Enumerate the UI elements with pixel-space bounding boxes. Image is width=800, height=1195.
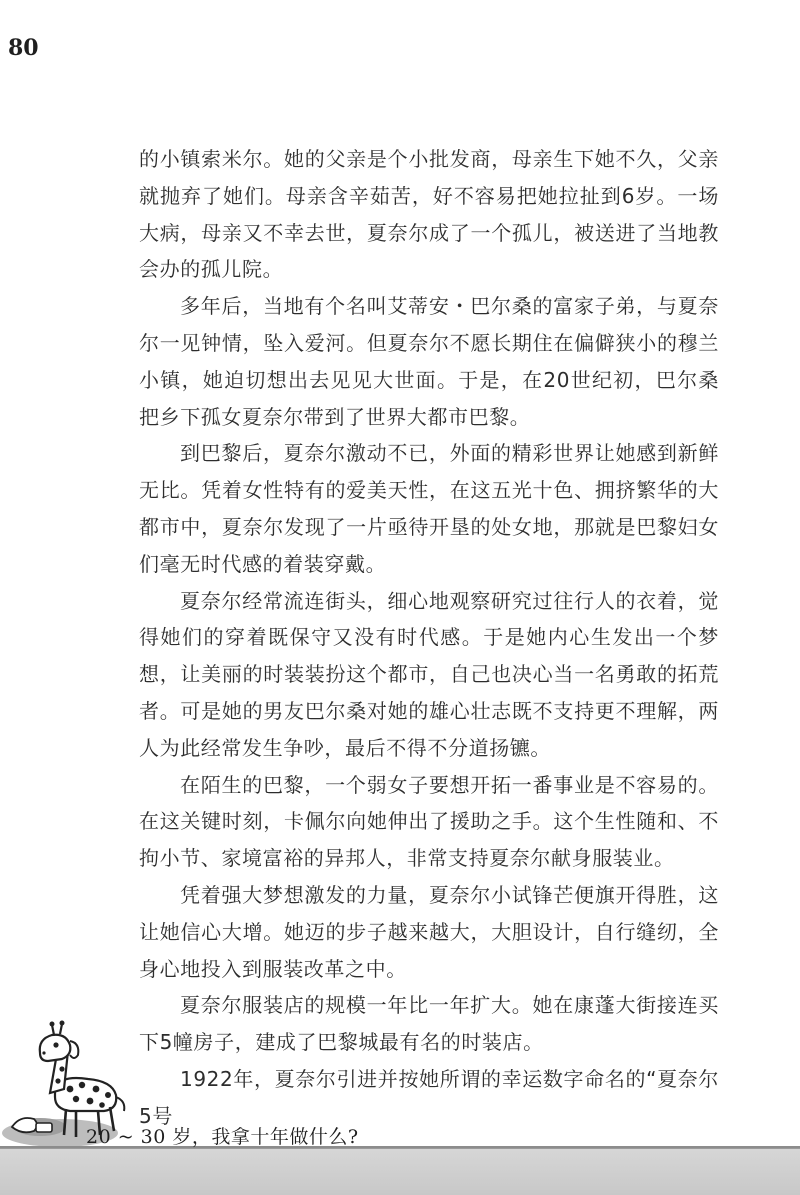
paragraph: 的小镇索米尔。她的父亲是个小批发商，母亲生下她不久，父亲就抛弃了她们。母亲含辛茹苦，好不容易把她拉扯到6岁。一场大病，母亲又不幸去世，夏奈尔成了一个孤儿，被送进了当地教会办的孤儿院。 <box>139 147 719 282</box>
footer-book-title: 20 ~ 30 岁，我拿十年做什么? <box>86 1126 359 1148</box>
paragraph: 1922年，夏奈尔引进并按她所谓的幸运数字命名的“夏奈尔5号 <box>139 1066 719 1128</box>
paragraph: 夏奈尔经常流连街头，细心地观察研究过往行人的衣着，觉得她们的穿着既保守又没有时代感。于是她内心生发出一个梦想，让美丽的时装装扮这个都市，自己也决心当一名勇敢的拓荒者。可是她的男友巴尔桑对她的雄心壮志既不支持更不理解，两人为此经常发生争吵，最后不得不分道扬镳。 <box>139 588 719 760</box>
paragraph: 到巴黎后，夏奈尔激动不已，外面的精彩世界让她感到新鲜无比。凭着女性特有的爱美天性，在这五光十色、拥挤繁华的大都市中，夏奈尔发现了一片亟待开垦的处女地，那就是巴黎妇女们毫无时代感的着装穿戴。 <box>139 441 719 576</box>
body-text <box>139 141 719 1135</box>
paragraph: 在陌生的巴黎，一个弱女子要想开拓一番事业是不容易的。在这关键时刻，卡佩尔向她伸出了援助之手。这个生性随和、不拘小节、家境富裕的异邦人，非常支持夏奈尔献身服装业。 <box>139 772 719 871</box>
paragraph: 多年后，当地有个名叫艾蒂安・巴尔桑的富家子弟，与夏奈尔一见钟情，坠入爱河。但夏奈尔不愿长期住在偏僻狭小的穆兰小镇，她迫切想出去见见大世面。于是，在20世纪初，巴尔桑把乡下孤女夏奈尔带到了世界大都市巴黎。 <box>139 294 719 429</box>
footer-band <box>0 1148 800 1195</box>
paragraph: 夏奈尔服装店的规模一年比一年扩大。她在康蓬大街接连买下5幢房子，建成了巴黎城最有名的时装店。 <box>139 993 719 1055</box>
paragraph: 凭着强大梦想激发的力量，夏奈尔小试锋芒便旗开得胜，这让她信心大增。她迈的步子越来越大，大胆设计，自行缝纫，全身心地投入到服装改革之中。 <box>139 882 719 981</box>
page-number: 80 <box>8 35 39 61</box>
